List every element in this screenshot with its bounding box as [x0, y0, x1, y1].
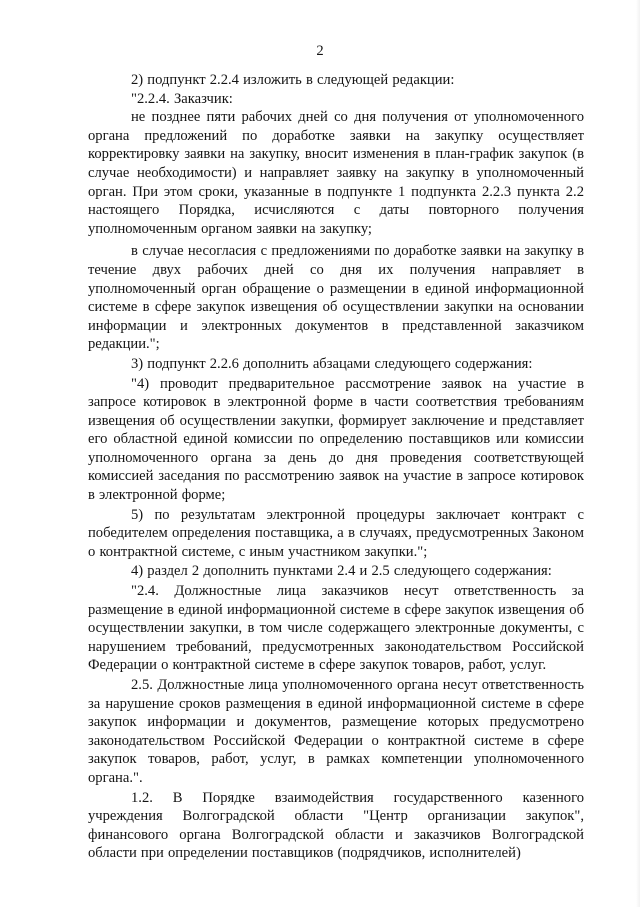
paragraph-clause-2-5: 2.5. Должностные лица уполномоченного органа несут ответственность за нарушение сроков размещения в единой информационной системе в сфере закупок информации и документов, размещение которых предусмотрено законодательством Российской Федерации о контрактной системе в сфере закупок товаров, работ, услуг, в рамках компетенции уполномоченного органа.".: [88, 677, 584, 786]
paragraph-subpoint-2-intro: 2) подпункт 2.2.4 изложить в следующей редакции:: [131, 72, 455, 88]
document-body: [88, 71, 584, 863]
paragraph-subpoint-4-intro: 4) раздел 2 дополнить пунктами 2.4 и 2.5 следующего содержания:: [131, 563, 552, 580]
page-number: 2: [316, 43, 324, 59]
paragraph-customer-deadline: не позднее пяти рабочих дней со дня получения от уполномоченного органа предложений по доработке заявки на закупку осуществляет корректировку заявки на закупку, вносит изменения в план-график закупок (в случае необходимости) и направляет заявку на закупку в уполномоченный орган. При этом сроки, указанные в подпункте 1 подпункта 2.2.3 пункта 2.2 настоящего Порядка, исчисляются с даты повторного получения уполномоченным органом заявки на закупку;: [88, 109, 584, 237]
scan-edge-shadow: [636, 0, 640, 907]
paragraph-customer-heading: "2.2.4. Заказчик:: [131, 90, 233, 107]
paragraph-section-1-2: 1.2. В Порядке взаимодействия государственного казенного учреждения Волгоградской области "Центр организации закупок", финансового органа Волгоградской области и заказчиков Волгоградской области при определении поставщиков (подрядчиков, исполнителей): [88, 789, 584, 862]
paragraph-clause-2-4: "2.4. Должностные лица заказчиков несут ответственность за размещение в единой информационной системе в сфере закупок извещения об осуществлении закупки, в том числе содержащего электронные документы, с нарушением требований, предусмотренных законодательством Российской Федерации о контрактной системе в сфере закупок товаров, работ, услуг.: [88, 583, 584, 674]
paragraph-item-4-preliminary-review: "4) проводит предварительное рассмотрение заявок на участие в запросе котировок в электронной форме в части соответствия требованиям извещения об осуществлении закупки, формирует заключение и представляет его областной единой комиссии по определению поставщиков или комиссии уполномоченного органа за день до дня проведения соответствующей комиссией заседания по рассмотрению заявок на участие в запросе котировок в электронной форме;: [88, 375, 584, 504]
paragraph-disagreement: в случае несогласия с предложениями по доработке заявки на закупку в течение двух рабочих дней со дня их получения направляет в уполномоченный орган обращение о размещении в единой информационной системе в сфере закупок извещения об осуществлении закупки на основании информации и электронных документов в представленной заказчиком редакции.";: [88, 243, 584, 353]
paragraph-subpoint-3-intro: 3) подпункт 2.2.6 дополнить абзацами следующего содержания:: [131, 355, 533, 372]
paragraph-item-5-contract: 5) по результатам электронной процедуры заключает контракт с победителем определения поставщика, а в случаях, предусмотренных Законом о контрактной системе, с иным участником закупки.";: [88, 506, 584, 560]
